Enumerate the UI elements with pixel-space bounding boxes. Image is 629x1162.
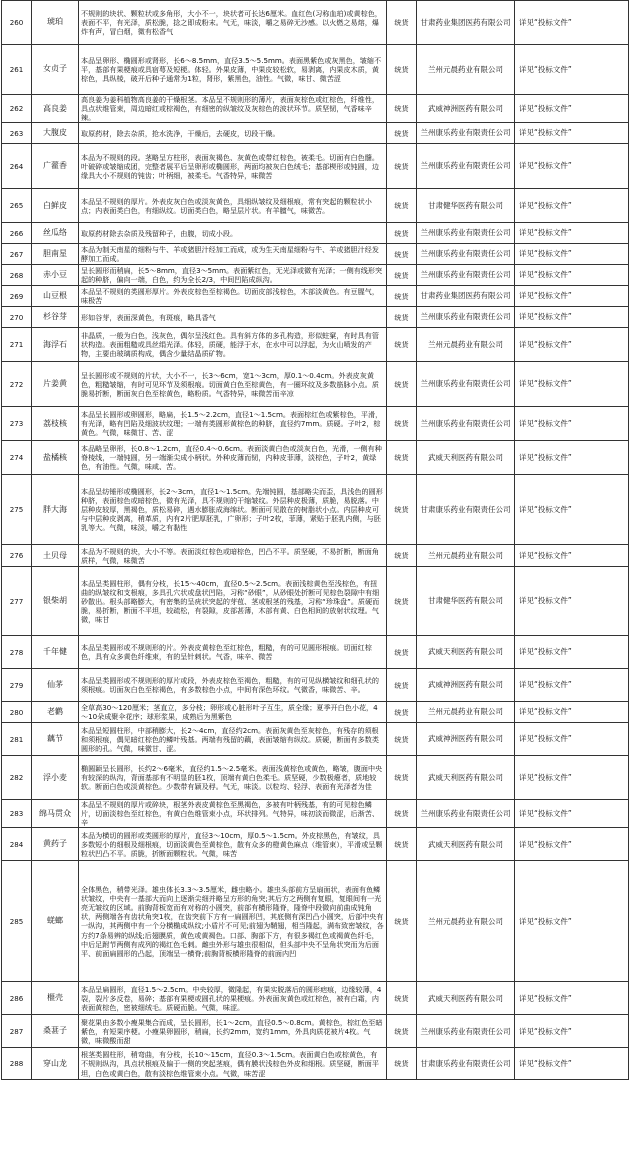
- purchase-type: 统货: [387, 189, 417, 223]
- herb-description: 本品呈卵形、椭圆形或肾形，长6～8.5mm，直径3.5～5.5mm。表面黑紫色或灰黑色，皱缩不平，基部有果梗痕或具宿萼及短梗。体轻。外果皮薄，中果皮较松软，易剥离，内果皮木质，黄棕色，具纵棱，破开后种子通常为1粒，肾形，紫黑色，油性。气微，味甘、微苦涩: [79, 45, 387, 95]
- table-row: [2, 567, 629, 636]
- herb-description: 非晶质，一般为白色，浅灰色，偶尔呈浅红色。具有斜方体的多孔构造，形似蛀窠，有时具有管状构造。表面粗糙或具丝绢光泽。体轻，质硬，能浮于水，在水中可以浮起，为火山喷发的产物，主要由玻璃质构成，偶含少量结晶质矿物。: [79, 328, 387, 362]
- remark: 详见“投标文件”: [515, 800, 629, 828]
- table-row: [2, 861, 629, 982]
- herb-description: 本品为横切的圆形或类圆形的厚片，直径3～10cm，厚0.5～1.5cm。外皮棕黑色，有皱纹，具多数短小的细根及细根痕，切面淡黄色至黄棕色，散有众多的橙黄色麻点（维管束），平滑或呈颗粒状凹凸不平。质脆，折断面颗粒状。气微，味苦: [79, 828, 387, 861]
- herb-description: 本品为不规则的块，大小不等。表面淡红棕色或暗棕色，凹凸不平。质坚硬，不易折断，断面角质样，气微，味微苦: [79, 545, 387, 567]
- herb-description: 本品呈不规则的厚片。外表皮灰白色或淡灰黄色，具细纵皱纹及细根痕，常有突起的颗粒状小点；内表面类白色，有细纵纹。切面类白色，略呈层片状。有羊膻气，味微苦。: [79, 189, 387, 223]
- herb-description: 呈长圆形而稍扁，长5～8mm，直径3～5mm。表面紫红色，无光泽或微有光泽；一侧有线形突起的种脐，偏向一端，白色，约为全长2/3，中间凹陷成纵沟。: [79, 265, 387, 286]
- remark: 详见“投标文件”: [515, 1, 629, 45]
- row-number: 286: [2, 982, 32, 1015]
- supplier-company: 兰州元晨药业有限公司: [417, 702, 515, 723]
- row-number: 279: [2, 669, 32, 702]
- herb-description: 本品呈扁圆形，直径1.5～2.5cm。中央较厚，微隆起，有果实脱落后的圆形疤痕，边缘较薄，4裂，裂片多反卷，易碎；基部有果梗或圆孔状的果梗痕。外表面灰黄色或红棕色，被有白霜，内表面黄棕色，密被细绒毛。质硬而脆。气微，味涩。: [79, 982, 387, 1015]
- supplier-company: 兰州康乐药业有限责任公司: [417, 407, 515, 441]
- table-row: [2, 95, 629, 123]
- herb-name: 白鲜皮: [32, 189, 79, 223]
- herb-name: 浮小麦: [32, 756, 79, 800]
- purchase-type: 统货: [387, 223, 417, 244]
- row-number: 272: [2, 362, 32, 407]
- row-number: 266: [2, 223, 32, 244]
- table-row: [2, 545, 629, 567]
- table-row: [2, 828, 629, 861]
- supplier-company: 兰州康乐药业有限责任公司: [417, 1015, 515, 1048]
- purchase-type: 统货: [387, 1, 417, 45]
- herb-name: 山豆根: [32, 286, 79, 307]
- supplier-company: 兰州康乐药业有限责任公司: [417, 123, 515, 144]
- purchase-type: 统货: [387, 567, 417, 636]
- row-number: 260: [2, 1, 32, 45]
- supplier-company: 兰州康乐药业有限责任公司: [417, 307, 515, 328]
- remark: 详见“投标文件”: [515, 244, 629, 265]
- purchase-type: 统货: [387, 982, 417, 1015]
- table-row: [2, 1015, 629, 1048]
- remark: 详见“投标文件”: [515, 828, 629, 861]
- purchase-type: 统货: [387, 800, 417, 828]
- table-row: [2, 223, 629, 244]
- row-number: 282: [2, 756, 32, 800]
- herb-description: 全草高30～120厘米；茎直立，多分枝；卵形或心脏形叶子互生，质全缘；夏季开白色小花，4～10朵成聚伞花序；球形浆果，成熟后为黑紫色: [79, 702, 387, 723]
- table-row: [2, 244, 629, 265]
- row-number: 287: [2, 1015, 32, 1048]
- purchase-type: 统货: [387, 702, 417, 723]
- purchase-type: 统货: [387, 756, 417, 800]
- supplier-company: 兰州元晨药业有限公司: [417, 328, 515, 362]
- remark: 详见“投标文件”: [515, 702, 629, 723]
- remark: 详见“投标文件”: [515, 545, 629, 567]
- remark: 详见“投标文件”: [515, 441, 629, 475]
- herb-name: 荔枝核: [32, 407, 79, 441]
- herb-name: 广藿香: [32, 144, 79, 189]
- supplier-company: 兰州康乐药业有限责任公司: [417, 223, 515, 244]
- row-number: 273: [2, 407, 32, 441]
- remark: 详见“投标文件”: [515, 669, 629, 702]
- purchase-type: 统货: [387, 723, 417, 756]
- purchase-type: 统货: [387, 362, 417, 407]
- purchase-type: 统货: [387, 265, 417, 286]
- herb-name: 榧壳: [32, 982, 79, 1015]
- herb-name: 琥珀: [32, 1, 79, 45]
- purchase-type: 统货: [387, 144, 417, 189]
- remark: 详见“投标文件”: [515, 982, 629, 1015]
- herb-name: 胖大海: [32, 475, 79, 545]
- purchase-type: 统货: [387, 441, 417, 475]
- herb-name: 赤小豆: [32, 265, 79, 286]
- herb-description: 形如谷芽，表面深黄色，有斑痕，略具香气: [79, 307, 387, 328]
- supplier-company: 兰州康乐药业有限责任公司: [417, 265, 515, 286]
- table-row: [2, 669, 629, 702]
- purchase-type: 统货: [387, 861, 417, 982]
- herb-name: 胆南星: [32, 244, 79, 265]
- remark: 详见“投标文件”: [515, 636, 629, 669]
- herb-name: 仙茅: [32, 669, 79, 702]
- supplier-company: 武威神洲医药有限公司: [417, 95, 515, 123]
- herb-name: 黄药子: [32, 828, 79, 861]
- supplier-company: 兰州康乐药业有限责任公司: [417, 144, 515, 189]
- remark: 详见“投标文件”: [515, 362, 629, 407]
- herb-description: 本品为不规则的段。茎略呈方柱形，表面灰褐色、灰黄色或带红棕色，被柔毛。切面有白色髓。叶破碎或皱缩成团，完整者展平后呈卵形或椭圆形，两面均被灰白色绒毛；基部楔形或钝圆，边缘具大小不规则的钝齿；叶柄细，被柔毛。气香特异，味微苦: [79, 144, 387, 189]
- supplier-company: 武威天利医药有限公司: [417, 982, 515, 1015]
- herb-description: 聚花果由多数小瘦果集合而成，呈长圆形，长1～2cm，直径0.5～0.8cm。黄棕色，棕红色至暗紫色，有短果序梗。小瘦果卵圆形，稍扁，长约2mm，宽约1mm，外具肉质花被片4枚。气微，味微酸而甜: [79, 1015, 387, 1048]
- row-number: 268: [2, 265, 32, 286]
- remark: 详见“投标文件”: [515, 567, 629, 636]
- row-number: 276: [2, 545, 32, 567]
- remark: 详见“投标文件”: [515, 1015, 629, 1048]
- row-number: 280: [2, 702, 32, 723]
- remark: 详见“投标文件”: [515, 861, 629, 982]
- row-number: 278: [2, 636, 32, 669]
- table-row: [2, 800, 629, 828]
- supplier-company: 兰州康乐药业有限责任公司: [417, 362, 515, 407]
- supplier-company: 兰州元晨药业有限公司: [417, 545, 515, 567]
- herb-name: 丝瓜络: [32, 223, 79, 244]
- table-row: [2, 328, 629, 362]
- herb-description: 本品呈短圆柱形，中部稍膨大，长2～4cm，直径约2cm。表面灰黄色至灰棕色，有残存的须根和须根痕，偶见暗红棕色的鳞叶残基。两端有残留的藕，表面皱缩有纵纹。质硬，断面有多数类圆形的孔。气微，味微甘、涩。: [79, 723, 387, 756]
- supplier-company: 武威神洲医药有限公司: [417, 669, 515, 702]
- herb-description: 取原药材，除去杂质，抢水洗净，干燥后，去硬皮，切段干燥。: [79, 123, 387, 144]
- remark: 详见“投标文件”: [515, 407, 629, 441]
- table-row: [2, 123, 629, 144]
- table-row: [2, 286, 629, 307]
- herb-name: 盐橘核: [32, 441, 79, 475]
- table-row: [2, 307, 629, 328]
- supplier-company: 武威天利医药有限公司: [417, 828, 515, 861]
- table-body: [2, 1, 629, 1080]
- table-row: [2, 982, 629, 1015]
- row-number: 265: [2, 189, 32, 223]
- remark: 详见“投标文件”: [515, 723, 629, 756]
- herb-name: 高良姜: [32, 95, 79, 123]
- supplier-company: 武威天利医药有限公司: [417, 756, 515, 800]
- herb-description: 本品呈纺锤形或椭圆形，长2～3cm，直径1～1.5cm。先端钝圆，基部略尖而歪，具浅色的圆形种脐，表面棕色或暗棕色，微有光泽，具不规则的干缩皱纹。外层种皮极薄，质脆，易脱落。中层种皮较厚，黑褐色，质松易碎，遇水膨胀成海绵状。断面可见散在的树脂状小点。内层种皮可与中层种皮剥离，稍革质，内有2片肥厚胚乳，广卵形；子叶2枚，菲薄，紧贴于胚乳内侧，与胚乳等大。气微，味淡，嚼之有黏性: [79, 475, 387, 545]
- row-number: 269: [2, 286, 32, 307]
- purchase-type: 统货: [387, 1015, 417, 1048]
- purchase-type: 统货: [387, 636, 417, 669]
- table-row: [2, 362, 629, 407]
- table-row: [2, 723, 629, 756]
- herb-name: 绵马贯众: [32, 800, 79, 828]
- purchase-type: 统货: [387, 286, 417, 307]
- table-row: [2, 144, 629, 189]
- herb-name: 杉谷芽: [32, 307, 79, 328]
- supplier-company: 兰州元晨药业有限公司: [417, 45, 515, 95]
- row-number: 264: [2, 144, 32, 189]
- remark: 详见“投标文件”: [515, 328, 629, 362]
- herb-name: 海浮石: [32, 328, 79, 362]
- row-number: 281: [2, 723, 32, 756]
- herb-name: 土贝母: [32, 545, 79, 567]
- supplier-company: 甘肃健华医药有限公司: [417, 189, 515, 223]
- supplier-company: 甘肃药业集团医药有限公司: [417, 286, 515, 307]
- table-row: [2, 475, 629, 545]
- purchase-type: 统货: [387, 407, 417, 441]
- table-row: [2, 702, 629, 723]
- table-row: [2, 1, 629, 45]
- purchase-type: 统货: [387, 95, 417, 123]
- purchase-type: 统货: [387, 545, 417, 567]
- row-number: 283: [2, 800, 32, 828]
- purchase-type: 统货: [387, 828, 417, 861]
- row-number: 275: [2, 475, 32, 545]
- herb-description: 本品略呈卵形，长0.8～1.2cm，直径0.4～0.6cm。表面淡黄白色或淡灰白色，光滑，一侧有种脊棱线，一端钝圆，另一端渐尖成小柄状。外种皮薄而韧，内种皮菲薄，淡棕色，子叶2，黄绿色，有油性。气微，味咸、苦。: [79, 441, 387, 475]
- table-row: [2, 45, 629, 95]
- purchase-type: 统货: [387, 244, 417, 265]
- remark: 详见“投标文件”: [515, 189, 629, 223]
- supplier-company: 兰州元晨药业有限公司: [417, 861, 515, 982]
- herb-description: 本品呈类圆形或不规则形的厚片或段，外表皮棕色至褐色，粗糙，有的可见纵横皱纹和细孔状的须根痕。切面灰白色至棕褐色，有多数棕色小点，中间有深色环纹。气微香，味微苦、辛。: [79, 669, 387, 702]
- row-number: 277: [2, 567, 32, 636]
- herb-name: 大腹皮: [32, 123, 79, 144]
- remark: 详见“投标文件”: [515, 475, 629, 545]
- supplier-company: 武威天利医药有限公司: [417, 441, 515, 475]
- row-number: 267: [2, 244, 32, 265]
- row-number: 274: [2, 441, 32, 475]
- herb-description: 本品呈长圆形或卵圆形，略扁，长1.5～2.2cm，直径1～1.5cm。表面棕红色或紫棕色，平滑，有光泽，略有凹陷及细波状纹理；一端有类圆形黄棕色的种脐，直径约7mm。质硬。子叶2，棕黄色。气微，味微甘、苦、涩: [79, 407, 387, 441]
- herb-description: 本品呈类圆形或不规则形的片。外表皮黄棕色至红棕色，粗糙，有的可见圆形根痕。切面红棕色，具有众多黄色纤维束，有的呈针刺状。气香，味辛、微苦: [79, 636, 387, 669]
- remark: 详见“投标文件”: [515, 286, 629, 307]
- herb-description: 呈长圆形或不规则的片状，大小不一，长3～6cm，宽1～3cm，厚0.1～0.4cm。外表皮灰黄色，粗糙皱缩，有时可见环节及须根痕。切面黄白色至棕黄色，有一圈环纹及多数筋脉小点。质脆易折断，断面灰白色至棕黄色，略粉质。气香特异，味微苦而辛凉: [79, 362, 387, 407]
- remark: 详见“投标文件”: [515, 95, 629, 123]
- purchase-type: 统货: [387, 669, 417, 702]
- herb-name: 老鹳: [32, 702, 79, 723]
- herb-name: 藕节: [32, 723, 79, 756]
- row-number: 271: [2, 328, 32, 362]
- table-row: [2, 636, 629, 669]
- supplier-company: 兰州康乐药业有限责任公司: [417, 800, 515, 828]
- row-number: 262: [2, 95, 32, 123]
- row-number: 288: [2, 1048, 32, 1080]
- table-row: [2, 756, 629, 800]
- purchase-type: 统货: [387, 307, 417, 328]
- row-number: 263: [2, 123, 32, 144]
- row-number: 285: [2, 861, 32, 982]
- table-row: [2, 1048, 629, 1080]
- row-number: 270: [2, 307, 32, 328]
- herb-name: 片姜黄: [32, 362, 79, 407]
- herb-description: 取原药材除去杂质及残留种子，由腹，切成小段。: [79, 223, 387, 244]
- purchase-type: 统货: [387, 328, 417, 362]
- table-row: [2, 441, 629, 475]
- herb-name: 桑葚子: [32, 1015, 79, 1048]
- supplier-company: 甘肃药业集团医药有限公司: [417, 1, 515, 45]
- herb-name: 蜣螂: [32, 861, 79, 982]
- remark: 详见“投标文件”: [515, 45, 629, 95]
- remark: 详见“投标文件”: [515, 123, 629, 144]
- herb-description: 本品为制天南星的细粉与牛、羊或猪胆汁经加工而成，或为生天南星细粉与牛、羊或猪胆汁经发酵加工而成。: [79, 244, 387, 265]
- herb-description: 根茎类圆柱形，稍弯曲，有分枝，长10～15cm，直径0.3～1.5cm。表面黄白色或棕黄色，有不规则纵沟，具点状根痕及偏于一侧的突起茎痕，偶有膜状浅棕色外皮和细根。质坚硬，断面平坦，白色或黄白色，散有淡棕色维管束小点。气微，味苦涩: [79, 1048, 387, 1080]
- supplier-company: 甘肃康乐药业有限责任公司: [417, 475, 515, 545]
- herb-name: 银柴胡: [32, 567, 79, 636]
- table-row: [2, 265, 629, 286]
- herb-description: 椭圆颖呈长圆形，长约2～6毫米，直径约1.5～2.5毫米。表面浅黄棕色或黄色，略皱，腹面中央有较深的纵沟，背面基部有不明显的胚1枚，顶端有黄白色柔毛。质坚硬，少数极瘪者，质地较软。断面白色或淡黄棕色。少数带有颖及稃。气无，味淡。以粒均、轻浮、表面有光泽者为佳: [79, 756, 387, 800]
- supplier-company: 武威神洲医药有限公司: [417, 723, 515, 756]
- herb-description: 不规则的块状、颗粒状或多角形，大小不一，块状者可长达6厘米。血红色(习称血珀)或黄棕色，表面不平，有光泽，质松脆，捻之即成粉末。气无，味淡，嚼之易碎无沙感。以火燃之易熔，爆炸有声，冒白烟，微有松香气: [79, 1, 387, 45]
- herb-name: 穿山龙: [32, 1048, 79, 1080]
- remark: 详见“投标文件”: [515, 223, 629, 244]
- herb-description: 高良姜为姜科植物高良姜的干燥根茎。本品呈不规则形的薄片，表面灰棕色或红棕色，纤维性，具点状维管束，周边暗红或棕褐色，有细密的纵皱纹及灰棕色的波状环节。质坚韧，气香味辛辣。: [79, 95, 387, 123]
- remark: 详见“投标文件”: [515, 265, 629, 286]
- purchase-type: 统货: [387, 1048, 417, 1080]
- herb-name: 女贞子: [32, 45, 79, 95]
- herb-description: 本品呈不规则的类圆形厚片。外表皮棕色至棕褐色。切面皮部浅棕色，木部淡黄色。有豆腥气，味极苦: [79, 286, 387, 307]
- remark: 详见“投标文件”: [515, 756, 629, 800]
- remark: 详见“投标文件”: [515, 307, 629, 328]
- supplier-company: 甘肃健华医药有限公司: [417, 567, 515, 636]
- remark: 详见“投标文件”: [515, 144, 629, 189]
- table-row: [2, 189, 629, 223]
- table-row: [2, 407, 629, 441]
- row-number: 261: [2, 45, 32, 95]
- herb-description: 全体黑色，稍带光泽。雄虫体长3.3～3.5厘米，雌虫略小。雄虫头部前方呈扇面状，表面有鱼鳞状皱纹，中央有一基部大而向上逐渐尖细并略呈方形的角突;其后方之两侧有复眼，复眼间有一光亮无皱纹的区域。前胸背板宽而有对称的小圆突，前部有横形隆脊，隆脊中段微向前曲成钝角状，两侧端各有齿状角突1枚，在齿突前下方有一扁圆形凹，其底侧有深凹凸小圆突，后部中央有一纵沟，其两侧中有一个分横椭成纵纹;小盾片不可见;前翅为鞘翅，相当隆起，满布致密皱纹，各方约7条易辨的纵线;后翅膜质，黄色或黄褐色。口部、胸部下方，有很多褐红色或褐黄色纤毛，中后足跗节两侧有成列的褐红色毛刺。雌虫外形与雄虫很相似，但头部中央不呈角状突而为后面平、前面扁圆形的凸起，顶端呈一横脊;前胸背板横形隆脊的前面内凹: [79, 861, 387, 982]
- supplier-company: 武威天利医药有限公司: [417, 636, 515, 669]
- product-table: [1, 0, 629, 1080]
- herb-name: 千年健: [32, 636, 79, 669]
- supplier-company: 兰州康乐药业有限责任公司: [417, 244, 515, 265]
- purchase-type: 统货: [387, 475, 417, 545]
- supplier-company: 甘肃康乐药业有限责任公司: [417, 1048, 515, 1080]
- remark: 详见“投标文件”: [515, 1048, 629, 1080]
- herb-description: 本品呈不规则的厚片或碎块，根茎外表皮黄棕色至黑褐色，多被有叶柄残基，有的可见棕色鳞片，切面淡棕色至红棕色，有黄白色维管束小点，环状排列。气特异，味初淡而微涩，后渐苦、辛: [79, 800, 387, 828]
- row-number: 284: [2, 828, 32, 861]
- herb-description: 本品呈类圆柱形，偶有分枝，长15～40cm，直径0.5～2.5cm。表面浅棕黄色至浅棕色，有扭曲的纵皱纹和支根痕，多具孔穴状或盘状凹陷，习称“砂眼”，从砂眼处折断可见棕色裂隙中有细砂散出。根头部略膨大，有密集的呈疣状突起的芽苞、茎或根茎的残基，习称“珍珠盘”。质硬而脆，易折断，断面不平坦，较疏松，有裂隙，皮部甚薄，木部有黄、白色相间的放射状纹理。气微，味甘: [79, 567, 387, 636]
- purchase-type: 统货: [387, 123, 417, 144]
- purchase-type: 统货: [387, 45, 417, 95]
